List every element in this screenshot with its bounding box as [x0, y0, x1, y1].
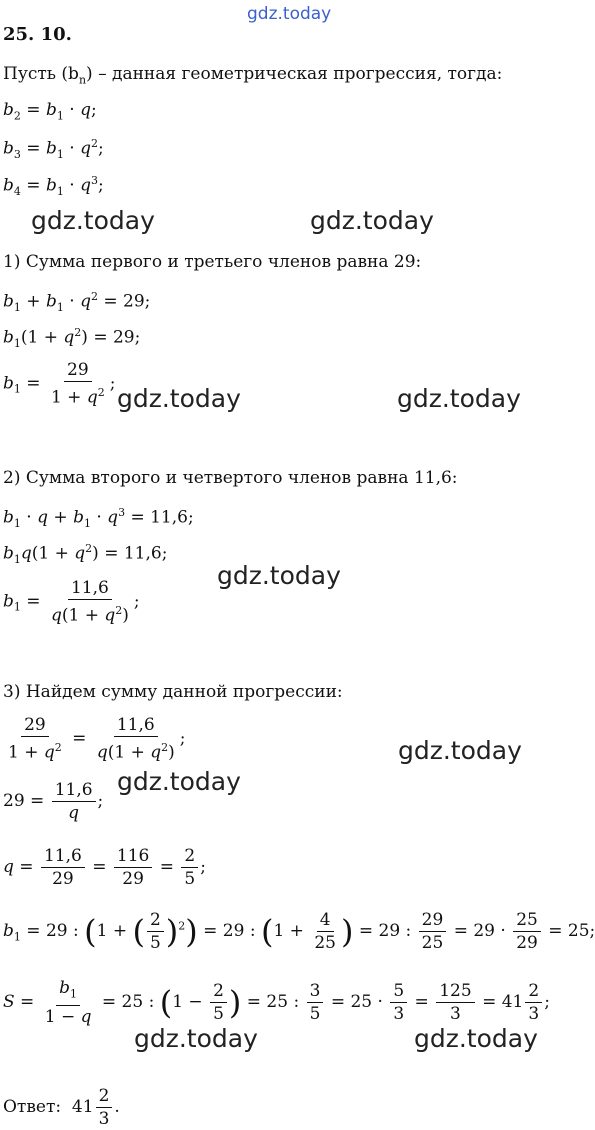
formula-3b: 29 = $\frac{11,6}{q}$ ;	[3, 780, 104, 823]
formula-3e: S = $\frac{b_1}{1 - q}$ = 25 : (1 − $\frac{2}{5}$ ) = 25 : $\frac{3}{5}$ = 25 · $\frac{5}{3}$ = $\frac{125}{3}$ = 41 $\frac{2}{3}$ ;	[3, 978, 550, 1028]
formula-2b: $b_1q(1 + q^2) = 11,6$;	[3, 542, 168, 567]
formula-1b: $b_1(1 + q^2) = 29$;	[3, 326, 141, 351]
intro-sub: n	[78, 73, 87, 87]
watermark-9: gdz.today	[414, 1024, 538, 1053]
watermark-4: gdz.today	[397, 384, 521, 413]
formula-2c: $b_1$ = $\frac{11,6}{q(1 + q^2)}$ ;	[3, 578, 140, 626]
answer-numerator: 2	[96, 1086, 113, 1108]
formula-1c: $b_1$ = $\frac{29}{1 + q^2}$ ;	[3, 360, 116, 408]
formula-1a: $b_1 + b_1 \cdot q^2 = 29$;	[3, 290, 151, 315]
watermark-top: gdz.today	[247, 4, 332, 24]
answer-line: Ответ: 41 $\frac{2}{3}$ .	[3, 1086, 120, 1129]
answer-denominator: 3	[98, 1109, 110, 1129]
formula-b3: $b_3 = b_1 \cdot q^2$;	[3, 137, 104, 162]
part2-heading: 2) Сумма второго и четвертого членов равна 11,6:	[3, 468, 458, 488]
watermark-3: gdz.today	[117, 384, 241, 413]
formula-b2: $b_2 = b_1 \cdot q$;	[3, 100, 97, 123]
formula-3d: $b_1 = 29$ : (1 + ( $\frac{2}{5}$ )$^2$) = 29 : (1 + $\frac{4}{25}$ ) = 29 : $\frac{29}{25}$ = 29 · $\frac{25}{29}$ = 25;	[3, 910, 595, 953]
formula-3c: q = $\frac{11,6}{29}$ = $\frac{116}{29}$ = $\frac{2}{5}$ ;	[3, 846, 206, 889]
watermark-6: gdz.today	[398, 736, 522, 765]
watermark-1: gdz.today	[31, 206, 155, 235]
watermark-2: gdz.today	[310, 206, 434, 235]
intro-text: Пусть (b	[3, 64, 79, 84]
watermark-7: gdz.today	[117, 767, 241, 796]
formula-2a: $b_1 \cdot q + b_1 \cdot q^3 = 11,6$;	[3, 506, 194, 531]
problem-number: 25. 10.	[3, 24, 72, 45]
formula-b4: $b_4 = b_1 \cdot q^3$;	[3, 174, 104, 199]
part3-heading: 3) Найдем сумму данной прогрессии:	[3, 682, 343, 702]
part1-heading: 1) Сумма первого и третьего членов равна 29:	[3, 252, 422, 272]
intro-rest: ) – данная геометрическая прогрессия, тогда:	[86, 64, 503, 84]
watermark-8: gdz.today	[134, 1024, 258, 1053]
answer-whole: 41	[71, 1097, 94, 1117]
intro-line	[3, 64, 502, 86]
answer-label: Ответ:	[3, 1097, 62, 1117]
formula-3a: $\frac{29}{1 + q^2}$ = $\frac{11,6}{q(1 + q^2)}$ ;	[8, 715, 186, 763]
watermark-5: gdz.today	[217, 561, 341, 590]
